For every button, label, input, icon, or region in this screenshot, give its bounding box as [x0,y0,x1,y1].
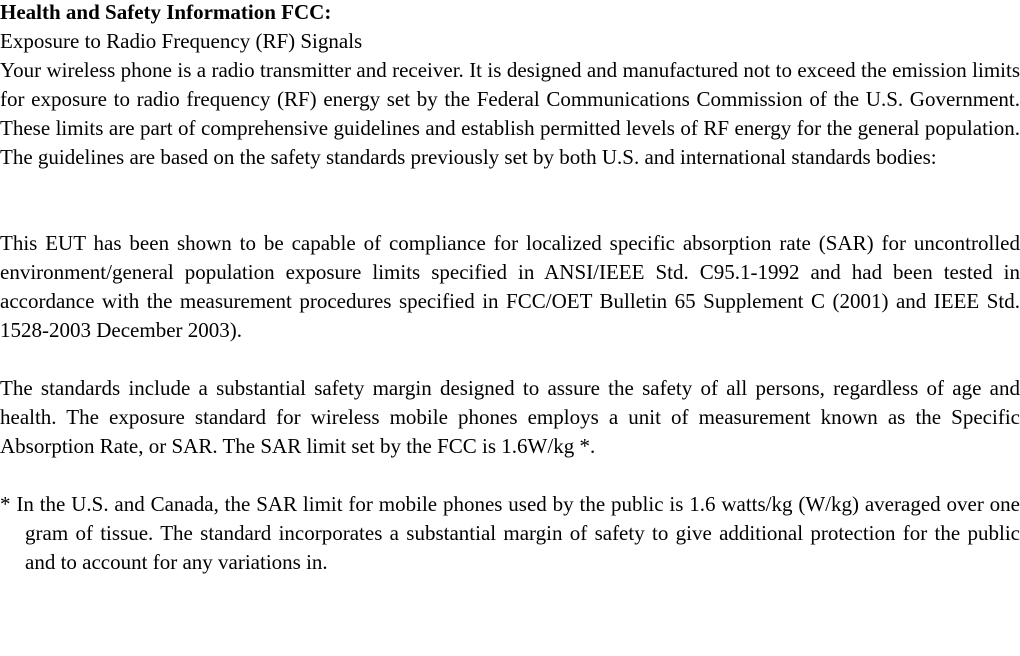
paragraph-eut-compliance: This EUT has been shown to be capable of compliance for localized specific absorption rate (SAR) for uncontrolled environment/general population exposure limits specified in ANSI/IEEE Std. C95.1-1992 and had been tested in accordance with the measurement procedures specified in FCC/OET Bulletin 65 Supplement C (2001) and IEEE Std. 1528-2003 December 2003). [0,231,1020,342]
footnote-sar-limit: * In the U.S. and Canada, the SAR limit for mobile phones used by the public is 1.6 watts/kg (W/kg) averaged over one gram of tissue. The standard incorporates a substantial margin of safety to give additional protection for the public and to account for any variations in. [0,492,1020,574]
paragraph-sar-standard: The standards include a substantial safety margin designed to assure the safety of all persons, regardless of age and health. The exposure standard for wireless mobile phones employs a unit of measurement known as the Specific Absorption Rate, or SAR. The SAR limit set by the FCC is 1.6W/kg *. [0,376,1020,458]
paragraph-spacer [0,172,1020,229]
document-subheading: Exposure to Radio Frequency (RF) Signals [0,29,363,53]
document-heading: Health and Safety Information FCC: [0,0,332,24]
paragraph-spacer [0,345,1020,374]
paragraph-rf-intro: Your wireless phone is a radio transmitter and receiver. It is designed and manufactured not to exceed the emission limits for exposure to radio frequency (RF) energy set by the Federal Communications Commission of the U.S. Government. These limits are part of comprehensive guidelines and establish permitted levels of RF energy for the general population. The guidelines are based on the safety standards previously set by both U.S. and international standards bodies: [0,58,1020,169]
paragraph-spacer [0,461,1020,490]
